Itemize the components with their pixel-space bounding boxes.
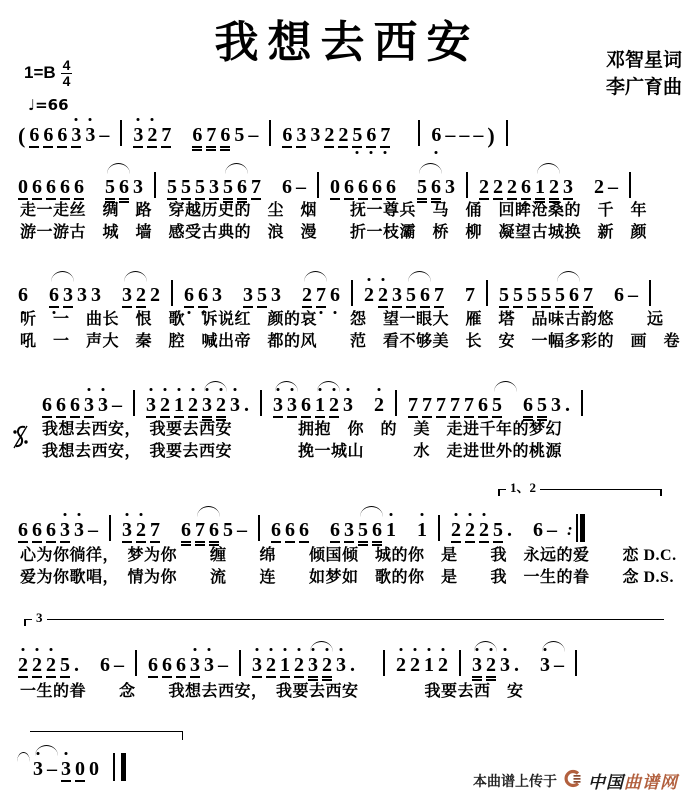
volta-bracket-continuation (30, 731, 183, 740)
song-title: 我想去西安 (214, 17, 480, 68)
note-token: 2 (374, 394, 384, 416)
segno-icon (12, 424, 29, 455)
site-logo-icon (563, 769, 582, 793)
notation-token: . (514, 654, 519, 676)
note-token: 6 (192, 124, 202, 151)
barline (120, 120, 122, 146)
note-token: 7 (380, 124, 390, 148)
note-token: 3 (230, 394, 240, 416)
note-token: 1 (315, 394, 325, 418)
note-token: 3 (287, 394, 297, 418)
note-token: 0 (330, 176, 340, 198)
note-token: 6 (32, 176, 42, 198)
note-token: 3 (392, 284, 402, 306)
notation-token: – (88, 519, 98, 541)
lyrics-row: 听 一 曲长 恨 歌 诉说红 颜的哀 怨 望一眼大 雁 塔 品味古韵悠 远 (20, 311, 664, 328)
barline (258, 515, 260, 541)
note-token: 7 (408, 394, 418, 416)
note-token: 3 (310, 124, 321, 146)
note-token: 6 (56, 394, 66, 416)
note-token: 2 (378, 284, 388, 308)
note-token: 6 (119, 176, 129, 203)
note-token: 0 (18, 176, 28, 198)
notes-line-chorus-2 (16, 514, 690, 548)
notation-token: – (608, 176, 618, 198)
note-token: 3 (71, 124, 81, 148)
barline (575, 650, 577, 676)
note-token: 5 (167, 176, 177, 198)
barline (506, 120, 508, 146)
repeat-end-barline: : (559, 523, 585, 540)
note-token: 3 (85, 124, 95, 146)
note-token: 2 (451, 519, 461, 543)
note-token: 2 (302, 284, 312, 306)
barline (239, 650, 241, 676)
note-token: 6 (198, 284, 208, 308)
note-token: 6 (523, 394, 533, 421)
notation-token: – (459, 124, 470, 146)
note-token: 2 (32, 654, 42, 678)
note-token: 6 (301, 394, 311, 416)
note-token: 5 (352, 124, 362, 148)
note-token: 1 (174, 394, 184, 418)
barline (438, 515, 440, 541)
note-token: 3 (271, 284, 281, 306)
note-token: 6 (209, 519, 219, 546)
note-token: 2 (18, 654, 28, 678)
note-token: 6 (431, 124, 441, 146)
note-token: 3 (343, 394, 353, 416)
note-token: 2 (486, 654, 496, 681)
note-token: 6 (184, 284, 194, 308)
note-token: 3 (74, 519, 84, 541)
note-token: 1 (535, 176, 545, 203)
note-token: 6 (282, 124, 293, 146)
note-token: 2 (329, 394, 339, 418)
notes-line-chorus-1 (40, 390, 690, 424)
note-token: 0 (89, 758, 99, 780)
final-barline (113, 753, 126, 781)
note-token: 2 (188, 394, 198, 418)
key-signature (24, 58, 72, 88)
note-token: 6 (220, 124, 230, 151)
note-token: 6 (330, 519, 340, 541)
note-token: 3 (563, 176, 573, 198)
note-token: 2 (549, 176, 559, 203)
notation-token: . (565, 394, 570, 416)
notes-line-intro (16, 120, 690, 154)
note-token: 3 (273, 394, 283, 418)
note-token: 6 (46, 519, 56, 541)
footer-attribution (473, 768, 678, 793)
note-token: 7 (150, 519, 160, 541)
note-token: 1 (280, 654, 290, 678)
note-token: 2 (324, 124, 335, 146)
note-token: 3 (445, 176, 455, 198)
note-token: 6 (29, 124, 40, 146)
note-token: 5 (555, 284, 565, 306)
note-token: 2 (322, 654, 332, 681)
note-token: 3 (133, 124, 143, 148)
note-token: 6 (478, 394, 488, 416)
note-token: 3 (500, 654, 510, 676)
note-token: 7 (436, 394, 446, 416)
note-token: 2 (136, 284, 146, 306)
note-token: 2 (136, 519, 146, 543)
note-token: 2 (338, 124, 349, 146)
note-token: 2 (266, 654, 276, 678)
note-token: 5 (492, 394, 502, 416)
note-token: 6 (49, 284, 59, 308)
notation-token: ( (18, 123, 26, 148)
notes-line-verse-1 (16, 172, 690, 206)
barline (486, 280, 488, 306)
note-token: 5 (223, 519, 233, 541)
note-token: 6 (57, 124, 68, 146)
lyrics-row: 游一游古 城 墙 感受古典的 浪 漫 折一枝灞 桥 柳 凝望古城换 新 颜 (20, 224, 648, 241)
note-token: 6 (533, 519, 543, 541)
volta-bracket-1-2 (498, 480, 662, 495)
note-token: 5 (181, 176, 191, 198)
note-token: 2 (396, 654, 406, 676)
note-token: 3 (61, 758, 71, 782)
barline (459, 650, 461, 676)
note-token: 7 (206, 124, 216, 151)
note-token: 2 (160, 394, 170, 418)
note-token: 1 (386, 519, 396, 541)
barline (383, 650, 385, 676)
notation-token: – (248, 124, 259, 146)
note-token: 6 (299, 519, 309, 541)
lyrics-row: 心为你徜徉， 梦为你 缠 绵 倾国倾 城的你 是 我 永远的爱 恋 D.C. (20, 547, 677, 564)
notation-token: – (547, 519, 557, 541)
barline (317, 172, 319, 198)
barline (351, 280, 353, 306)
notation-token: – (237, 519, 247, 541)
barline (629, 172, 631, 198)
barline (581, 390, 583, 416)
note-token: 5 (105, 176, 115, 203)
notation-token: – (628, 284, 638, 306)
note-token: 3 (336, 654, 346, 676)
note-token: 3 (296, 124, 307, 146)
note-token: 2 (479, 519, 489, 543)
note-token: 2 (410, 654, 420, 676)
note-token: 3 (252, 654, 262, 678)
notation-token: . (244, 394, 249, 416)
note-token: 6 (282, 176, 292, 198)
key-label: 1=B (24, 63, 56, 83)
notation-token: – (296, 176, 306, 198)
notation-token: . (74, 654, 79, 676)
note-token: 5 (358, 519, 368, 546)
note-token: 3 (204, 654, 214, 676)
note-token: 2 (493, 176, 503, 198)
note-token: 6 (569, 284, 579, 306)
barline (109, 515, 111, 541)
note-token: 2 (479, 176, 489, 198)
barline (466, 172, 468, 198)
note-token: 6 (358, 176, 368, 198)
note-token: 3 (209, 176, 219, 198)
barline (171, 280, 173, 306)
barline (418, 120, 420, 146)
note-token: 3 (84, 394, 94, 418)
note-token: 2 (594, 176, 604, 198)
note-token: 6 (420, 284, 430, 306)
notation-token: ) (487, 123, 495, 148)
credits (606, 48, 682, 101)
barline (260, 390, 262, 416)
note-token: 6 (366, 124, 376, 148)
notation-token: . (507, 519, 512, 541)
note-token: 7 (161, 124, 172, 146)
notation-token: – (473, 124, 484, 146)
note-token: 3 (98, 394, 108, 416)
site-name-part2: 曲谱网 (624, 773, 678, 792)
note-token: 3 (540, 654, 550, 676)
note-token: 3 (308, 654, 318, 681)
notation-token: – (218, 654, 228, 676)
note-token: 3 (33, 758, 43, 780)
volta-label: 1、2 (506, 481, 540, 494)
note-token: 3 (472, 654, 482, 681)
lyrics-row: 吼 一 声大 秦 腔 喊出帝 都的风 范 看不够美 长 安 一幅多彩的 画 卷 (20, 333, 681, 350)
volta-label: 3 (32, 611, 47, 624)
lyrics-row: 我想去西安， 我要去西安 挽一城山 水 走进世外的桃源 (42, 443, 563, 460)
note-token: 5 (234, 124, 245, 146)
note-token: 6 (100, 654, 110, 676)
note-token: 3 (202, 394, 212, 421)
note-token: 6 (285, 519, 295, 541)
note-token: 6 (431, 176, 441, 203)
note-token: 7 (583, 284, 593, 306)
note-token: 1 (417, 519, 427, 541)
composer: 李广育曲 (605, 76, 682, 98)
note-token: 3 (122, 284, 132, 306)
note-token: 7 (422, 394, 432, 416)
note-token: 6 (372, 176, 382, 198)
note-token: 6 (70, 394, 80, 416)
note-token: 5 (499, 284, 509, 306)
note-token: 6 (344, 176, 354, 198)
note-token: 5 (493, 519, 503, 541)
note-token: 6 (18, 284, 28, 306)
note-token: 5 (257, 284, 267, 306)
note-token: 3 (60, 519, 70, 543)
note-token: 2 (46, 654, 56, 678)
note-token: 2 (438, 654, 448, 676)
barline (154, 172, 156, 198)
volta-bracket-3 (24, 610, 664, 625)
barline (649, 280, 651, 306)
note-token: 6 (148, 654, 158, 676)
note-token: 2 (507, 176, 517, 198)
barline (135, 650, 137, 676)
note-token: 6 (42, 394, 52, 416)
note-token: 3 (146, 394, 156, 418)
note-token: 5 (417, 176, 427, 203)
notation-token: . (350, 654, 355, 676)
lyricist: 邓智星词 (605, 50, 682, 71)
note-token: 6 (162, 654, 172, 676)
notation-token: – (112, 394, 122, 416)
note-token: 6 (181, 519, 191, 546)
note-token: 7 (450, 394, 460, 416)
note-token: 6 (330, 284, 340, 306)
note-token: 2 (465, 519, 475, 543)
site-name-part1: 中国 (588, 773, 624, 792)
note-token: 5 (406, 284, 416, 306)
note-token: 6 (46, 176, 56, 198)
barline (395, 390, 397, 416)
note-token: 6 (43, 124, 54, 146)
site-name (588, 768, 678, 793)
note-token: 6 (74, 176, 84, 198)
note-token: 5 (513, 284, 523, 306)
note-token: 3 (212, 284, 222, 306)
notation-token: – (99, 124, 110, 146)
note-token: 5 (527, 284, 537, 306)
note-token: 5 (541, 284, 551, 306)
note-token: 6 (614, 284, 624, 306)
notation-token: – (47, 758, 57, 780)
note-token: 5 (223, 176, 233, 203)
notes-line-verse-2 (16, 280, 690, 314)
note-token: 6 (60, 176, 70, 198)
note-token: 3 (63, 284, 73, 306)
note-token: 7 (434, 284, 444, 306)
note-token: 7 (251, 176, 261, 198)
lyrics-row: 爱为你歌唱， 情为你 流 连 如梦如 歌的你 是 我 一生的眷 念 D.S. (20, 569, 674, 586)
note-token: 1 (424, 654, 434, 676)
note-token: 2 (294, 654, 304, 678)
note-token: 0 (75, 758, 85, 780)
note-token: 3 (243, 284, 253, 306)
note-token: 6 (386, 176, 396, 198)
note-token: 6 (32, 519, 42, 541)
note-token: 5 (60, 654, 70, 676)
note-token: 6 (176, 654, 186, 676)
note-token: 6 (237, 176, 247, 203)
note-token: 7 (464, 394, 474, 416)
note-token: 7 (316, 284, 326, 308)
note-token: 6 (18, 519, 28, 541)
time-signature: $\frac{4}{4}$ (62, 57, 71, 89)
note-token: 7 (195, 519, 205, 546)
note-token: 3 (91, 284, 101, 306)
note-token: 2 (364, 284, 374, 306)
note-token: 3 (77, 284, 87, 306)
note-token: 3 (190, 654, 200, 678)
barline (269, 120, 271, 146)
note-token: 3 (551, 394, 561, 416)
lyrics-row: 我想去西安， 我要去西安 拥抱 你 的 美 走进千年的梦幻 (42, 421, 563, 438)
notation-token: – (114, 654, 124, 676)
note-token: 5 (195, 176, 205, 198)
note-token: 6 (521, 176, 531, 200)
tempo-marking: ♩=66 (28, 96, 69, 114)
note-token: 3 (133, 176, 143, 198)
note-token: 6 (271, 519, 281, 541)
tie-arc (17, 752, 30, 762)
note-token: 7 (465, 284, 475, 306)
notation-token: – (445, 124, 456, 146)
barline (133, 390, 135, 416)
note-token: 5 (537, 394, 547, 421)
lyrics-row: 一生的眷 念 我想去西安， 我要去西安 我要去西 安 (20, 683, 524, 700)
lyrics-row: 走一走丝 绸 路 穿越历史的 尘 烟 抚一尊兵 马 俑 回眸沧桑的 千 年 (20, 202, 648, 219)
notation-token: – (554, 654, 564, 676)
note-token: 2 (150, 284, 160, 306)
note-token: 3 (122, 519, 132, 543)
note-token: 2 (216, 394, 226, 421)
notes-line-ending (16, 650, 690, 684)
note-token: 2 (147, 124, 157, 148)
note-token: 3 (344, 519, 354, 541)
note-token: 6 (372, 519, 382, 546)
upload-text: 本曲谱上传于 (473, 772, 557, 789)
